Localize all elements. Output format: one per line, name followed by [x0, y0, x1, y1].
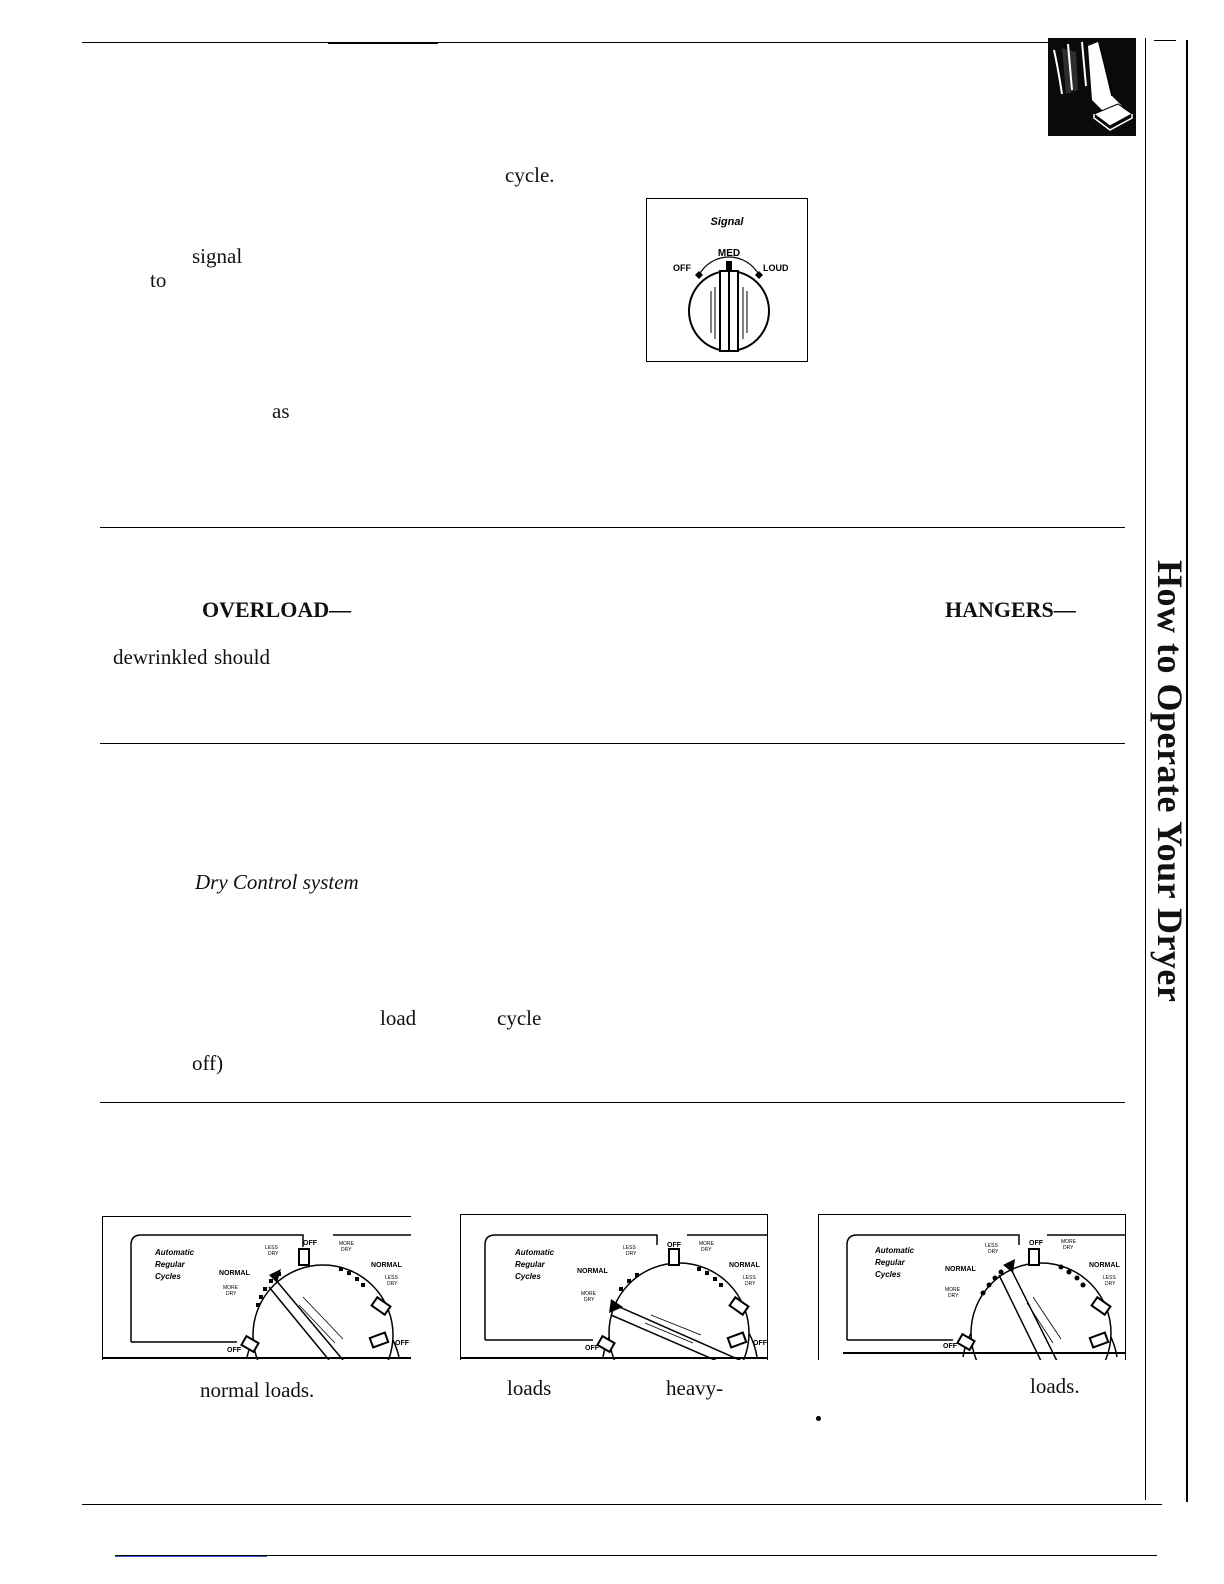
dial-caption-loads-3: loads. — [1030, 1374, 1080, 1398]
svg-text:MORE: MORE — [1061, 1239, 1076, 1245]
svg-text:LESS: LESS — [985, 1243, 998, 1249]
svg-text:Regular: Regular — [155, 1260, 185, 1269]
svg-text:NORMAL: NORMAL — [729, 1262, 760, 1269]
dial-caption-normal-loads: normal loads. — [200, 1378, 315, 1402]
signal-text-to: to — [150, 268, 167, 292]
svg-text:DRY: DRY — [701, 1247, 712, 1253]
svg-text:DRY: DRY — [387, 1281, 398, 1287]
dial-caption-heavy: heavy- — [666, 1376, 724, 1400]
text-cycle: cycle — [497, 1006, 542, 1030]
text-off: off) — [192, 1051, 224, 1075]
svg-text:DRY: DRY — [1105, 1281, 1116, 1287]
finger-pressing-button-icon — [1048, 38, 1136, 136]
text-dewrinkled: dewrinkled — [113, 645, 208, 669]
text-dry-control-system: Dry Control system — [195, 870, 359, 894]
text-should: should — [214, 645, 271, 669]
text-load: load — [380, 1006, 417, 1030]
bottom-rule — [82, 1504, 1162, 1505]
dial-illustration-less-dry — [818, 1214, 1126, 1360]
svg-text:OFF: OFF — [395, 1340, 409, 1347]
footer-rule — [115, 1555, 1157, 1556]
svg-text:Regular: Regular — [875, 1258, 905, 1267]
dial-illustration-more-dry — [460, 1214, 768, 1360]
signal-label-med: MED — [717, 248, 741, 259]
svg-text:DRY: DRY — [988, 1249, 999, 1255]
svg-text:LESS: LESS — [385, 1275, 398, 1281]
svg-text:MORE: MORE — [945, 1287, 960, 1293]
svg-text:LESS: LESS — [623, 1245, 636, 1251]
footer-rule-accent — [115, 1556, 267, 1557]
svg-text:MORE: MORE — [223, 1285, 238, 1291]
signal-text-cycle: cycle. — [505, 163, 555, 187]
signal-label-loud: LOUD — [763, 263, 789, 273]
svg-text:DRY: DRY — [948, 1293, 959, 1299]
svg-text:OFF: OFF — [753, 1340, 767, 1347]
bullet-dot — [816, 1416, 821, 1421]
section-divider-2 — [100, 743, 1125, 744]
signal-knob-panel — [646, 198, 808, 362]
svg-text:DRY: DRY — [626, 1251, 637, 1257]
svg-text:OFF: OFF — [227, 1347, 241, 1354]
svg-text:Cycles: Cycles — [155, 1272, 181, 1281]
svg-text:DRY: DRY — [745, 1281, 756, 1287]
svg-text:MORE: MORE — [699, 1241, 714, 1247]
svg-text:Regular: Regular — [515, 1260, 545, 1269]
svg-text:LESS: LESS — [265, 1245, 278, 1251]
svg-text:Cycles: Cycles — [875, 1270, 901, 1279]
svg-text:LESS: LESS — [1103, 1275, 1116, 1281]
section-divider-3 — [100, 1102, 1125, 1103]
svg-text:LESS: LESS — [743, 1275, 756, 1281]
text-hangers: HANGERS— — [945, 597, 1076, 622]
side-title — [1150, 560, 1193, 1003]
svg-text:DRY: DRY — [268, 1251, 279, 1257]
svg-text:Cycles: Cycles — [515, 1272, 541, 1281]
svg-text:DRY: DRY — [584, 1297, 595, 1303]
svg-text:DRY: DRY — [1063, 1245, 1074, 1251]
text-overload: OVERLOAD— — [202, 597, 352, 622]
svg-text:OFF: OFF — [667, 1242, 681, 1249]
side-tick-top — [1154, 40, 1176, 41]
svg-text:NORMAL: NORMAL — [219, 1270, 250, 1277]
dial-caption-loads: loads — [507, 1376, 552, 1400]
svg-text:NORMAL: NORMAL — [945, 1266, 976, 1273]
svg-text:DRY: DRY — [226, 1291, 237, 1297]
side-vertical-rule — [1145, 38, 1146, 1500]
side-title-text: How to Operate Your Dryer — [1150, 560, 1190, 1003]
svg-text:Automatic: Automatic — [515, 1248, 555, 1257]
top-rule-accent — [328, 42, 438, 44]
svg-text:OFF: OFF — [585, 1345, 599, 1352]
svg-text:NORMAL: NORMAL — [371, 1262, 402, 1269]
signal-text-signal: signal — [192, 244, 243, 268]
svg-text:OFF: OFF — [303, 1240, 317, 1247]
svg-text:DRY: DRY — [341, 1247, 352, 1253]
dial-illustration-normal — [102, 1216, 411, 1360]
signal-knob-title: Signal — [710, 216, 744, 228]
svg-text:MORE: MORE — [581, 1291, 596, 1297]
svg-text:OFF: OFF — [943, 1343, 957, 1350]
svg-text:NORMAL: NORMAL — [577, 1268, 608, 1275]
svg-text:OFF: OFF — [1029, 1240, 1043, 1247]
svg-text:Automatic: Automatic — [155, 1248, 195, 1257]
svg-text:Automatic: Automatic — [875, 1246, 915, 1255]
section-divider-1 — [100, 527, 1125, 528]
signal-label-off: OFF — [673, 263, 691, 273]
svg-text:NORMAL: NORMAL — [1089, 1262, 1120, 1269]
top-rule — [82, 42, 1134, 43]
signal-text-as: as — [272, 399, 290, 423]
svg-text:MORE: MORE — [339, 1241, 354, 1247]
